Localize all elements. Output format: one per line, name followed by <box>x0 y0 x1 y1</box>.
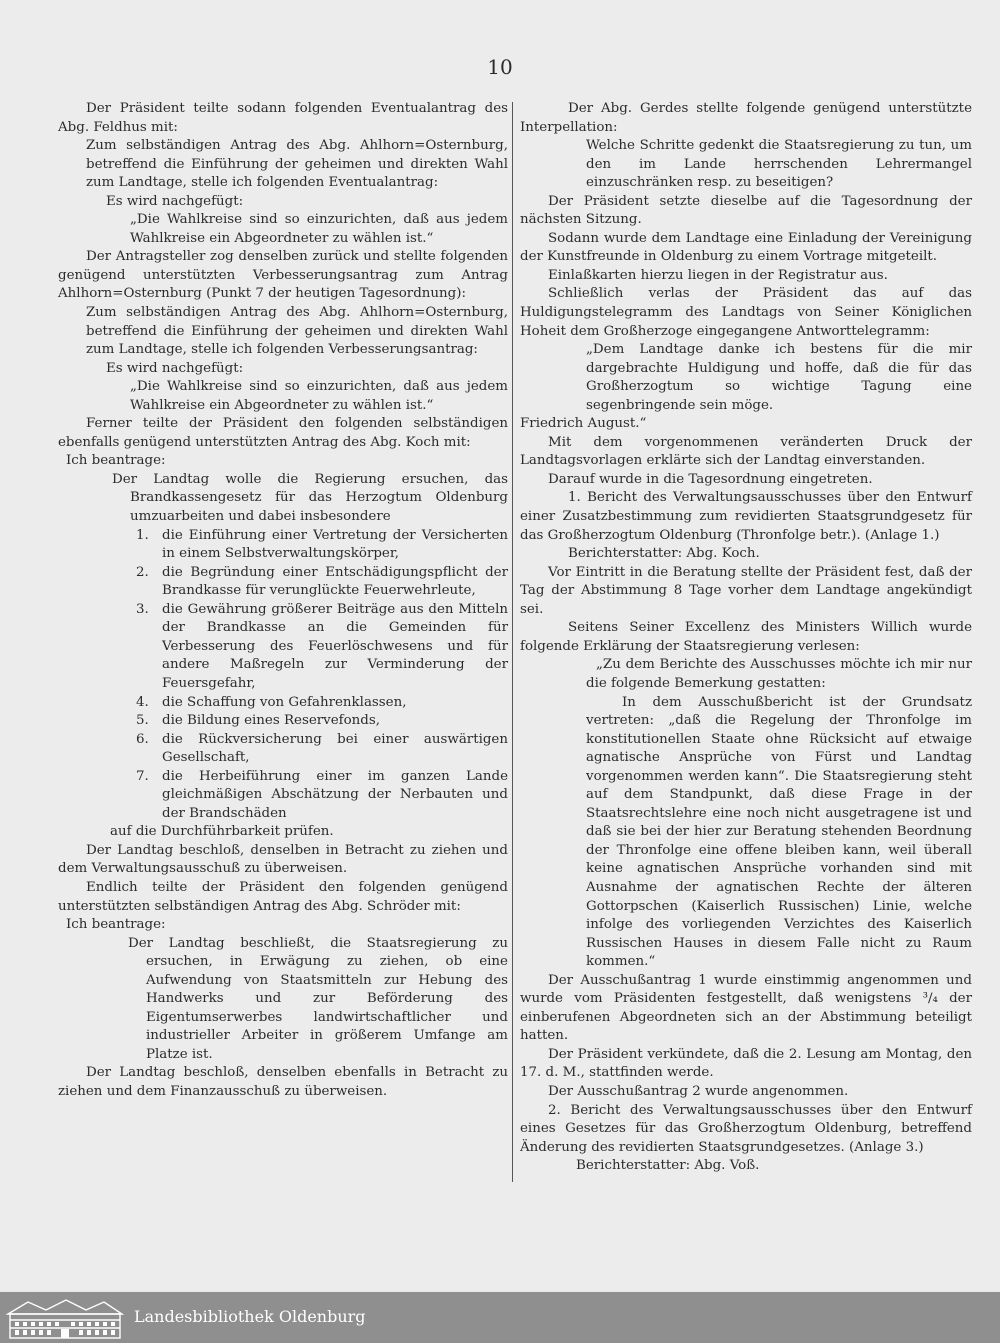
list-item <box>136 712 508 731</box>
paragraph: Der Ausschußantrag 1 wurde einstimmig angenommen und wurde vom Präsidenten festgestellt, daß wenigstens ³/₄ der einberufenen Abgeordneten sich an der Abstimmung beteiligt hatten. <box>520 972 972 1044</box>
paragraph: auf die Durchführbarkeit prüfen. <box>110 824 334 840</box>
right-column <box>520 100 972 1176</box>
paragraph: Ich beantrage: <box>66 453 166 469</box>
quoted-interpellation: Welche Schritte gedenkt die Staatsregierung zu tun, um den im Lande herrschenden Lehrermangel einzuschränken resp. zu beseitigen? <box>586 138 972 191</box>
paragraph: Der Ausschußantrag 2 wurde angenommen. <box>548 1083 849 1099</box>
paragraph: Endlich teilte der Präsident den folgenden genügend unterstützten selbständigen Antrag des Abg. Schröder mit: <box>58 879 508 914</box>
quoted-declaration: „Zu dem Berichte des Ausschusses möchte ich mir nur die folgende Bemerkung gestatten: <box>586 657 972 691</box>
library-name: Landesbibliothek Oldenburg <box>134 1307 366 1326</box>
quoted-declaration: In dem Ausschußbericht ist der Grundsatz vertreten: „daß die Regelung der Thronfolge im konstitutionellen Staate ohne Rücksicht auf etwaige agnatische Ansprüche von Fürst und Landtag vorgenommen werden kann“. Die Staatsregierung steht auf dem Standpunkt, daß diese Frage in der Staatsrechtslehre eine noch nicht ausgetragene ist und daß sie bei der hier zur Beratung stehenden Beordnung der Thronfolge eine offene bleiben kann, weil überall keine agnatischen Ansprüche vorhanden sind mit Ausnahme der agnatischen Rechte der älteren Gottorpschen (Kaiserlich Russischen) Linie, welche infolge des vorliegenden Verzichtes des Kaiserlich Russischen Hauses in diesem Falle nicht zu Raum kommen.“ <box>586 694 972 970</box>
rapporteur: Berichterstatter: Abg. Koch. <box>568 546 760 562</box>
footer-band <box>0 1292 1000 1343</box>
list-number: 7. <box>136 768 149 784</box>
quoted-telegram: „Dem Landtage danke ich bestens für die mir dargebrachte Huldigung und hoffe, daß die für das Großherzogtum so wichtige Tagung eine segenbringende sein möge. <box>586 342 972 413</box>
quoted-motion: Zum selbständigen Antrag des Abg. Ahlhorn=Osternburg, betreffend die Einführung der geheimen und direkten Wahl zum Landtage, stelle ich folgenden Verbesserungsantrag: <box>86 305 508 358</box>
paragraph: Schließlich verlas der Präsident das auf das Huldigungstelegramm des Landtags von Seiner Königlichen Hoheit dem Großherzoge eingegangene Antworttelegramm: <box>520 286 972 339</box>
list-text: die Bildung eines Reservefonds, <box>162 713 381 729</box>
paragraph: Der Präsident verkündete, daß die 2. Lesung am Montag, den 17. d. M., stattfinden werde. <box>520 1046 972 1081</box>
list-text: die Schaffung von Gefahrenklassen, <box>162 694 407 710</box>
list-text: die Begründung einer Entschädigungspflicht der Brandkasse für verunglückte Feuerwehrleute, <box>162 564 508 599</box>
paragraph: Mit dem vorgenommenen veränderten Druck der Landtagsvorlagen erklärte sich der Landtag einverstanden. <box>520 434 972 469</box>
numbered-list <box>58 527 508 824</box>
column-divider <box>512 102 513 1182</box>
paragraph: Es wird nachgefügt: <box>106 360 244 376</box>
list-number: 2. <box>136 564 149 580</box>
agenda-item: 2. Bericht des Verwaltungsausschusses über den Entwurf eines Gesetzes für das Großherzogtum Oldenburg, betreffend Änderung des revidierten Staatsgrundgesetzes. (Anlage 3.) <box>520 1102 972 1155</box>
paragraph: Einlaßkarten hierzu liegen in der Registratur aus. <box>548 267 888 283</box>
paragraph: Der Abg. Gerdes stellte folgende genügend unterstützte Interpellation: <box>520 101 972 135</box>
library-building-icon <box>6 1296 124 1340</box>
list-item <box>136 694 508 713</box>
list-text: die Gewährung größerer Beiträge aus den Mitteln der Brandkasse an die Gemeinden für Verbesserung des Feuerlöschwesens und für andere Maßregeln zur Verminderung der Feuersgefahr, <box>162 601 508 691</box>
rapporteur: Berichterstatter: Abg. Voß. <box>576 1158 760 1174</box>
list-number: 6. <box>136 731 149 747</box>
list-item <box>136 768 508 824</box>
paragraph: Ich beantrage: <box>66 917 166 933</box>
list-number: 4. <box>136 694 149 710</box>
list-item <box>136 564 508 601</box>
paragraph: Der Landtag beschloß, denselben in Betracht zu ziehen und dem Verwaltungsausschuß zu überweisen. <box>58 842 508 877</box>
paragraph: Ferner teilte der Präsident den folgenden selbständigen ebenfalls genügend unterstützten Antrag des Abg. Koch mit: <box>58 416 508 450</box>
list-item <box>136 731 508 768</box>
quoted-motion: Zum selbständigen Antrag des Abg. Ahlhorn=Osternburg, betreffend die Einführung der geheimen und direkten Wahl zum Landtage, stelle ich folgenden Eventualantrag: <box>86 138 508 191</box>
left-column <box>58 100 508 1102</box>
motion-text: Der Landtag beschließt, die Staatsregierung zu ersuchen, in Erwägung zu ziehen, ob eine Aufwendung von Staatsmitteln zur Hebung des Handwerks und zur Beförderung des Eigentumserwerbes landwirtschaftlicher und industrieller Arbeiter in größerem Umfange am Platze ist. <box>128 935 508 1062</box>
list-item <box>136 527 508 564</box>
list-number: 5. <box>136 713 149 729</box>
agenda-item: 1. Bericht des Verwaltungsausschusses über den Entwurf einer Zusatzbestimmung zum revidierten Staatsgrundgesetz für das Großherzogtum Oldenburg (Thronfolge betr.). (Anlage 1.) <box>520 490 972 543</box>
list-number: 3. <box>136 601 149 617</box>
motion-text: Der Landtag wolle die Regierung ersuchen, das Brandkassengesetz für das Herzogtum Oldenburg umzuarbeiten und dabei insbesondere <box>112 471 508 525</box>
page-number: 10 <box>487 55 513 79</box>
paragraph: Seitens Seiner Excellenz des Ministers Willich wurde folgende Erklärung der Staatsregierung verlesen: <box>520 620 972 654</box>
list-number: 1. <box>136 527 149 543</box>
paragraph: Darauf wurde in die Tagesordnung eingetreten. <box>548 471 873 487</box>
telegram-signature: Friedrich August.“ <box>520 416 647 432</box>
quoted-text: „Die Wahlkreise sind so einzurichten, daß aus jedem Wahlkreise ein Abgeordneter zu wählen ist.“ <box>130 212 508 246</box>
paragraph: Der Landtag beschloß, denselben ebenfalls in Betracht zu ziehen und dem Finanzausschuß zu überweisen. <box>58 1065 508 1099</box>
paragraph: Der Präsident teilte sodann folgenden Eventualantrag des Abg. Feldhus mit: <box>58 101 508 135</box>
list-text: die Rückversicherung bei einer auswärtigen Gesellschaft, <box>162 731 508 766</box>
list-text: die Einführung einer Vertretung der Versicherten in einem Selbstverwaltungskörper, <box>162 527 508 562</box>
quoted-text: „Die Wahlkreise sind so einzurichten, daß aus jedem Wahlkreise ein Abgeordneter zu wählen ist.“ <box>130 379 508 413</box>
list-item <box>136 601 508 694</box>
paragraph: Vor Eintritt in die Beratung stellte der Präsident fest, daß der Tag der Abstimmung 8 Tage vorher dem Landtage angekündigt sei. <box>520 564 972 617</box>
list-text: die Herbeiführung einer im ganzen Lande gleichmäßigen Abschätzung der Nerbauten und der Brandschäden <box>162 768 508 821</box>
paragraph: Es wird nachgefügt: <box>106 193 244 209</box>
paragraph: Sodann wurde dem Landtage eine Einladung der Vereinigung der Kunstfreunde in Oldenburg zu einem Vortrage mitgeteilt. <box>520 230 972 265</box>
paragraph: Der Antragsteller zog denselben zurück und stellte folgenden genügend unterstützten Verbesserungsantrag zum Antrag Ahlhorn=Osternburg (Punkt 7 der heutigen Tagesordnung): <box>58 249 508 302</box>
paragraph: Der Präsident setzte dieselbe auf die Tagesordnung der nächsten Sitzung. <box>520 193 972 228</box>
